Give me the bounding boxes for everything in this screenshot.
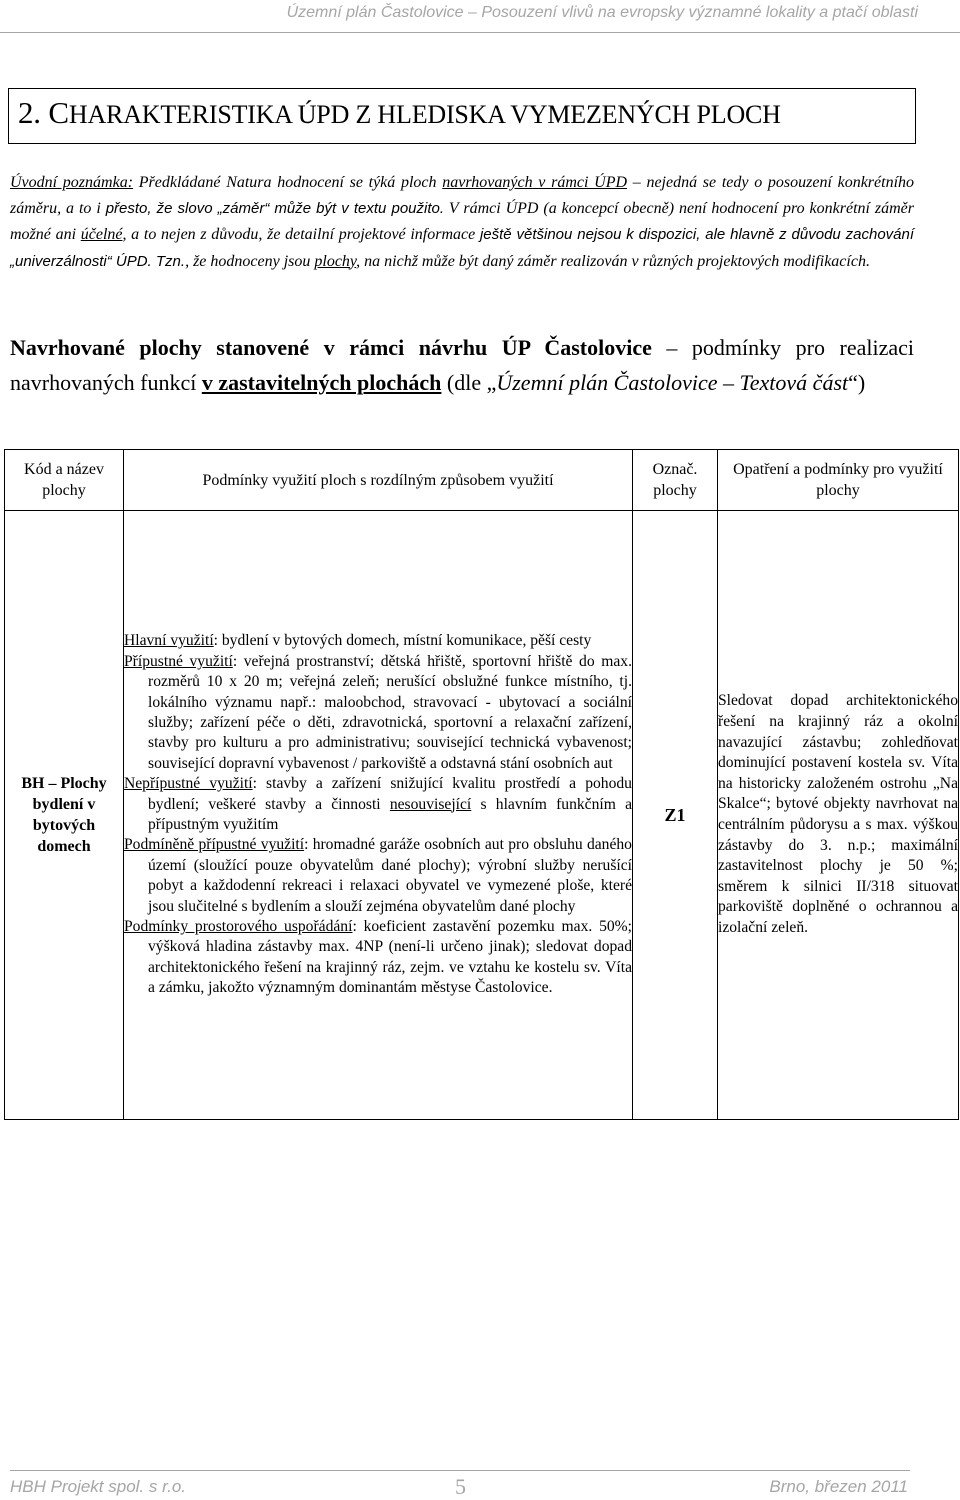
intro-text: , a to nejen z důvodu, že detailní projektové informace xyxy=(122,226,480,244)
allowed-use-label: Přípustné využití xyxy=(124,652,233,670)
intro-underlined: navrhovaných v rámci ÚPD xyxy=(442,174,628,191)
intro-text: , na nichž může být daný záměr realizován v různých projektových modifikacích. xyxy=(356,252,870,270)
conditional-use xyxy=(124,835,632,917)
chapter-title xyxy=(18,95,781,131)
intro-text: , že hodnoceny jsou xyxy=(185,252,315,270)
allowed-use xyxy=(124,652,632,774)
conditional-use-label: Podmíněně přípustné využití xyxy=(124,836,305,854)
section-heading-bold: Navrhované plochy stanovené v rámci návrhu ÚP Častolovice xyxy=(10,335,652,360)
spatial-conditions xyxy=(124,917,632,999)
forbidden-use-text: s hlavním funkčním a přípustným využitím xyxy=(148,795,633,833)
main-use-label: Hlavní využití xyxy=(124,632,214,650)
section-heading-text: “) xyxy=(848,370,866,395)
spatial-conditions-label: Podmínky prostorového uspořádání xyxy=(124,918,353,936)
table-row xyxy=(5,511,959,1120)
forbidden-use-label: Nepřípustné využití xyxy=(124,775,253,793)
chapter-number: 2. xyxy=(18,95,41,130)
allowed-use-text: : veřejná prostranství; dětská hřiště, sportovní hřiště do max. rozměrů 10 x 20 m; veřejná zeleň; nerušící obslužné funkce místního, tj. lokálního významu např.: maloobchod, stravovací - ubytovací a sociální služby; zařízení péče o děti, zdravotnická, sportovní a relaxační zařízení, stavby pro kulturu a pro administrativu; související technická vybavenost; související dopravní vybavenost / parkoviště a odstavná stání osobních aut xyxy=(148,652,632,772)
header-mark: Označ. plochy xyxy=(633,450,718,511)
header-code: Kód a název plochy xyxy=(5,450,124,511)
section-heading-text: – podmínky pro realizaci navrhovaných funkcí xyxy=(10,335,915,395)
cell-measures: Sledovat dopad architektonického řešení na krajinný ráz a okolní navazující zástavbu; zohledňovat dominující postavení kostela sv. Víta na historicky založeném ostrohu „Na Skalce“; bytové objekty navrhovat na centrálním půdorysu a s max. výškou zástavby do 3. n.p.; maximální zastavitelnost plochy je 50 %; směrem k silnici II/318 situovat parkoviště doplněné o ochrannou a izolační zeleň. xyxy=(718,511,959,1120)
section-heading-italic: Územní plán Častolovice – Textová část xyxy=(496,370,849,395)
cell-mark: Z1 xyxy=(633,511,718,1120)
intro-note xyxy=(10,170,914,275)
conditional-use-text: : hromadné garáže osobních aut pro obsluhu daného území (sloužící pouze obyvatelům dané plochy); výrobní služby nerušící pobyt a každodenní rekreaci i relaxaci obyvatel ve vymezené ploše, které jsou slučitelné s bydlením a slouží zejména obyvatelům dané plochy xyxy=(148,836,632,915)
main-use-text: : bydlení v bytových domech, místní komunikace, pěší cesty xyxy=(213,632,592,650)
cell-code: BH – Plochy bydlení v bytových domech xyxy=(5,511,124,1120)
intro-note-label: Úvodní poznámka: xyxy=(10,174,134,191)
intro-text: Předkládané Natura hodnocení se týká ploch xyxy=(133,174,443,191)
forbidden-use-text: : stavby a zařízení snižující kvalitu prostředí a pohodu bydlení; veškeré stavby a činnosti xyxy=(148,775,632,813)
intro-text: V rámci ÚPD (a koncepcí obecně) není hodnocení pro konkrétní záměr možné ani xyxy=(10,200,915,244)
forbidden-use-underlined: nesouvisející xyxy=(389,795,472,813)
chapter-title-rest: HARAKTERISTIKA ÚPD Z HLEDISKA VYMEZENÝCH PLOCH xyxy=(68,100,781,129)
header-measures: Opatření a podmínky pro využití plochy xyxy=(718,450,959,511)
table-header-row xyxy=(5,450,959,511)
conditions-table xyxy=(4,449,959,1120)
main-use xyxy=(124,631,632,651)
footer-rule xyxy=(10,1470,910,1471)
header-conditions: Podmínky využití ploch s rozdílným způsobem využití xyxy=(124,450,633,511)
section-heading-bold-underlined: v zastavitelných plochách xyxy=(201,370,442,395)
footer-company: HBH Projekt spol. s r.o. xyxy=(10,1477,187,1496)
running-header: Územní plán Častolovice – Posouzení vlivů na evropsky významné lokality a ptačí oblasti xyxy=(286,4,918,21)
header-rule xyxy=(0,32,960,33)
intro-text-sans: přesto, že slovo „záměr“ může být v textu použito. xyxy=(105,200,445,218)
intro-underlined: účelné xyxy=(80,226,123,244)
section-heading xyxy=(10,330,914,400)
footer-place-date: Brno, březen 2011 xyxy=(769,1477,908,1496)
section-heading-text: (dle „ xyxy=(441,370,497,395)
page-number: 5 xyxy=(455,1474,466,1499)
intro-underlined: plochy xyxy=(314,252,357,270)
spatial-conditions-text: : koeficient zastavění pozemku max. 50%; výšková hladina zástavby max. 4NP (není-li určeno jinak); sledovat dopad architektonického řešení na krajinný ráz, zejm. ve vztahu ke kostelu sv. Víta a zámku, jakožto významným dominantám městyse Častolovice. xyxy=(148,918,632,997)
intro-text-sans: ještě většinou nejsou k dispozici, ale hlavně z důvodu zachování „univerzálnosti“ ÚPD. Tzn. xyxy=(10,226,915,270)
forbidden-use xyxy=(124,774,632,835)
intro-text: – nejedná se tedy o posouzení konkrétního záměru, a to i xyxy=(10,174,915,218)
chapter-title-initial: C xyxy=(48,95,69,130)
cell-conditions xyxy=(124,511,633,1120)
